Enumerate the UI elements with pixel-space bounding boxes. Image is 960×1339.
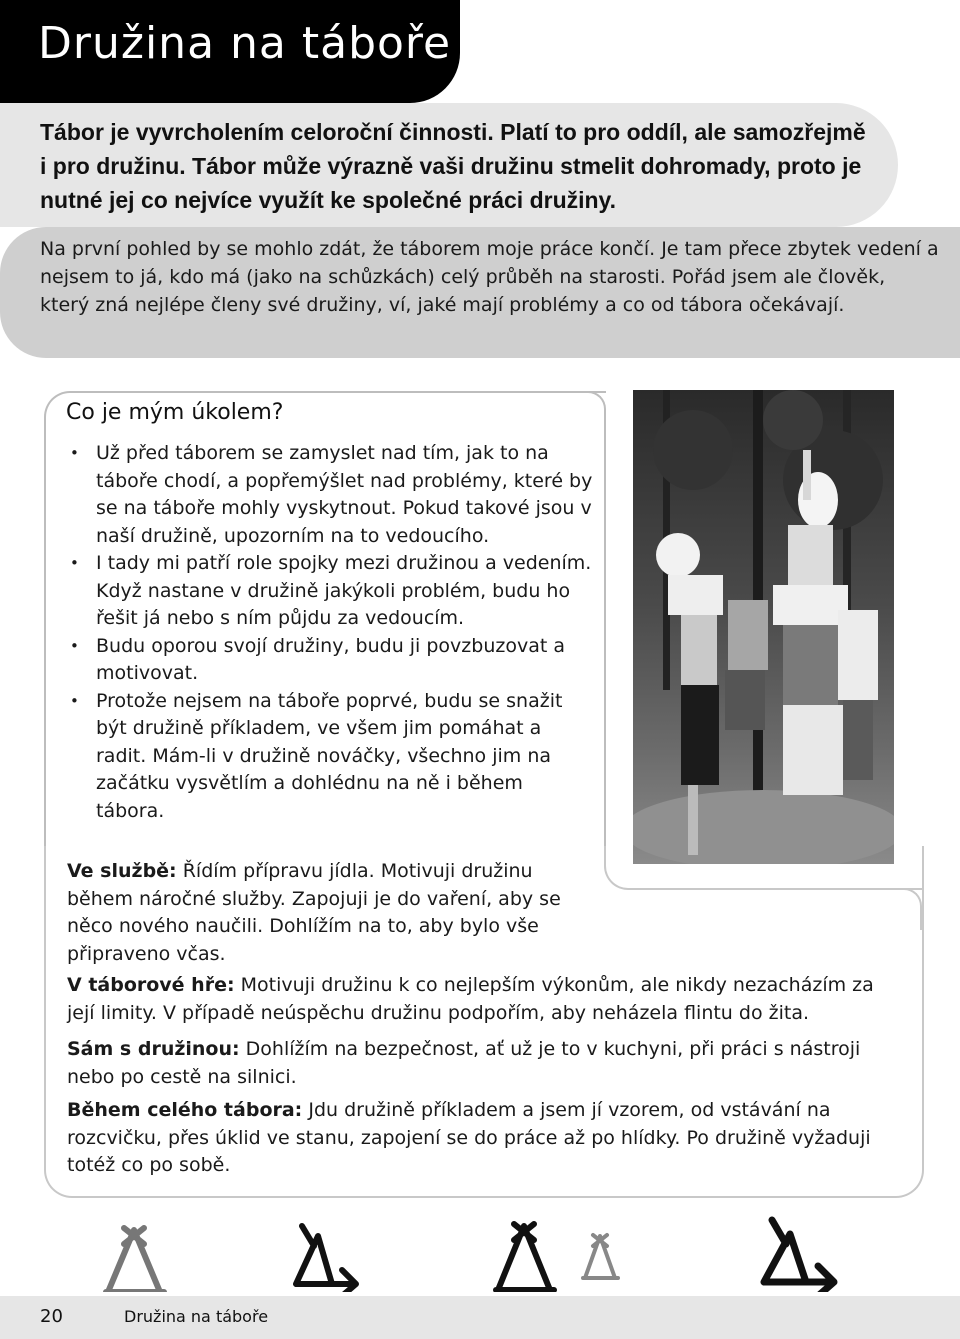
role-label: V táborové hře: [67, 974, 235, 996]
lead-text: Na první pohled by se mohlo zdát, že táborem moje práce končí. Je tam přece zbytek vedení a nejsem to já, kdo má (jako na schůzkách) celý průběh na starosti. Pořád jsem ale člověk, který zná nejlépe členy své družiny, ví, jaké mají problémy a co od tábora očekávají. [40, 238, 939, 316]
page-title: Družina na táboře [38, 18, 452, 69]
intro-text: Tábor je vyvrcholením celoroční činnosti. Platí to pro oddíl, ale samozřejmě i pro družinu. Tábor může výrazně vaši družinu stmelit dohromady, proto je nutné jej co nejvíce využít ke společné práci družiny. [40, 119, 866, 213]
trail-symbols-row [0, 1212, 960, 1292]
intro-panel [0, 103, 898, 227]
task-list-item: • Protože nejsem na táboře poprvé, budu se snažit být družině příkladem, ve všem jim pomáhat a radit. Mám-li v družině nováčky, všechno jim na začátku vysvětlím a dohlédnu na ně i během tábora. [68, 688, 593, 826]
role-label: Sám s družinou: [67, 1038, 240, 1060]
trail-sign-icon [764, 1220, 834, 1292]
role-text: Dohlížím na bezpečnost, ať už je to v kuchyni, při práci s nástroji nebo po cestě na silnici. [67, 1038, 861, 1088]
title-banner [0, 0, 460, 103]
task-list-item: • Budu oporou svojí družiny, budu ji povzbuzovat a motivovat. [68, 633, 593, 688]
scouts-photo-image [633, 390, 894, 864]
role-text: Řídím přípravu jídla. Motivuji družinu během náročné služby. Zapojuji je do vaření, aby se něco nového naučili. Dohlížím na to, aby bylo vše připraveno včas. [67, 860, 561, 965]
small-tent-icon [583, 1235, 618, 1278]
role-camp-game [67, 972, 907, 1027]
role-text: Jdu družině příkladem a jsem jí vzorem, od vstávání na rozcvičku, přes úklid ve stanu, zapojení se do práce až po hlídky. Po družině vyžaduji totéž co po sobě. [67, 1099, 871, 1176]
roles-box-notch [604, 846, 922, 890]
page-number: 20 [40, 1306, 63, 1327]
role-label: Ve službě: [67, 860, 177, 882]
tent-icon [106, 1228, 164, 1292]
trail-sign-icon [296, 1226, 356, 1292]
task-list-item: • Už před táborem se zamyslet nad tím, jak to na táboře chodí, a popřemýšlet nad problémy, které by se na táboře mohly vyskytnout. Pokud takové jsou v naší družině, upozorním na to vedoucího. [68, 440, 593, 550]
lead-panel [0, 227, 960, 358]
role-label: Během celého tábora: [67, 1099, 303, 1121]
scouts-photo [633, 390, 894, 864]
task-heading: Co je mým úkolem? [66, 400, 284, 425]
role-text: Motivuji družinu k co nejlepším výkonům, ale nikdy nezacházím za její limity. V případě neúspěchu družinu podpořím, aby neházela flintu do žita. [67, 974, 874, 1024]
role-whole-camp [67, 1097, 907, 1180]
running-title: Družina na táboře [124, 1307, 269, 1326]
role-service [67, 858, 587, 968]
page-footer [0, 1296, 960, 1339]
task-list [68, 440, 593, 825]
role-alone-with-patrol [67, 1036, 907, 1091]
tent-icon [496, 1224, 554, 1290]
task-list-item: • I tady mi patří role spojky mezi družinou a vedením. Když nastane v družině jakýkoli problém, budu ho řešit já nebo s ním půjdu za vedoucím. [68, 550, 593, 633]
